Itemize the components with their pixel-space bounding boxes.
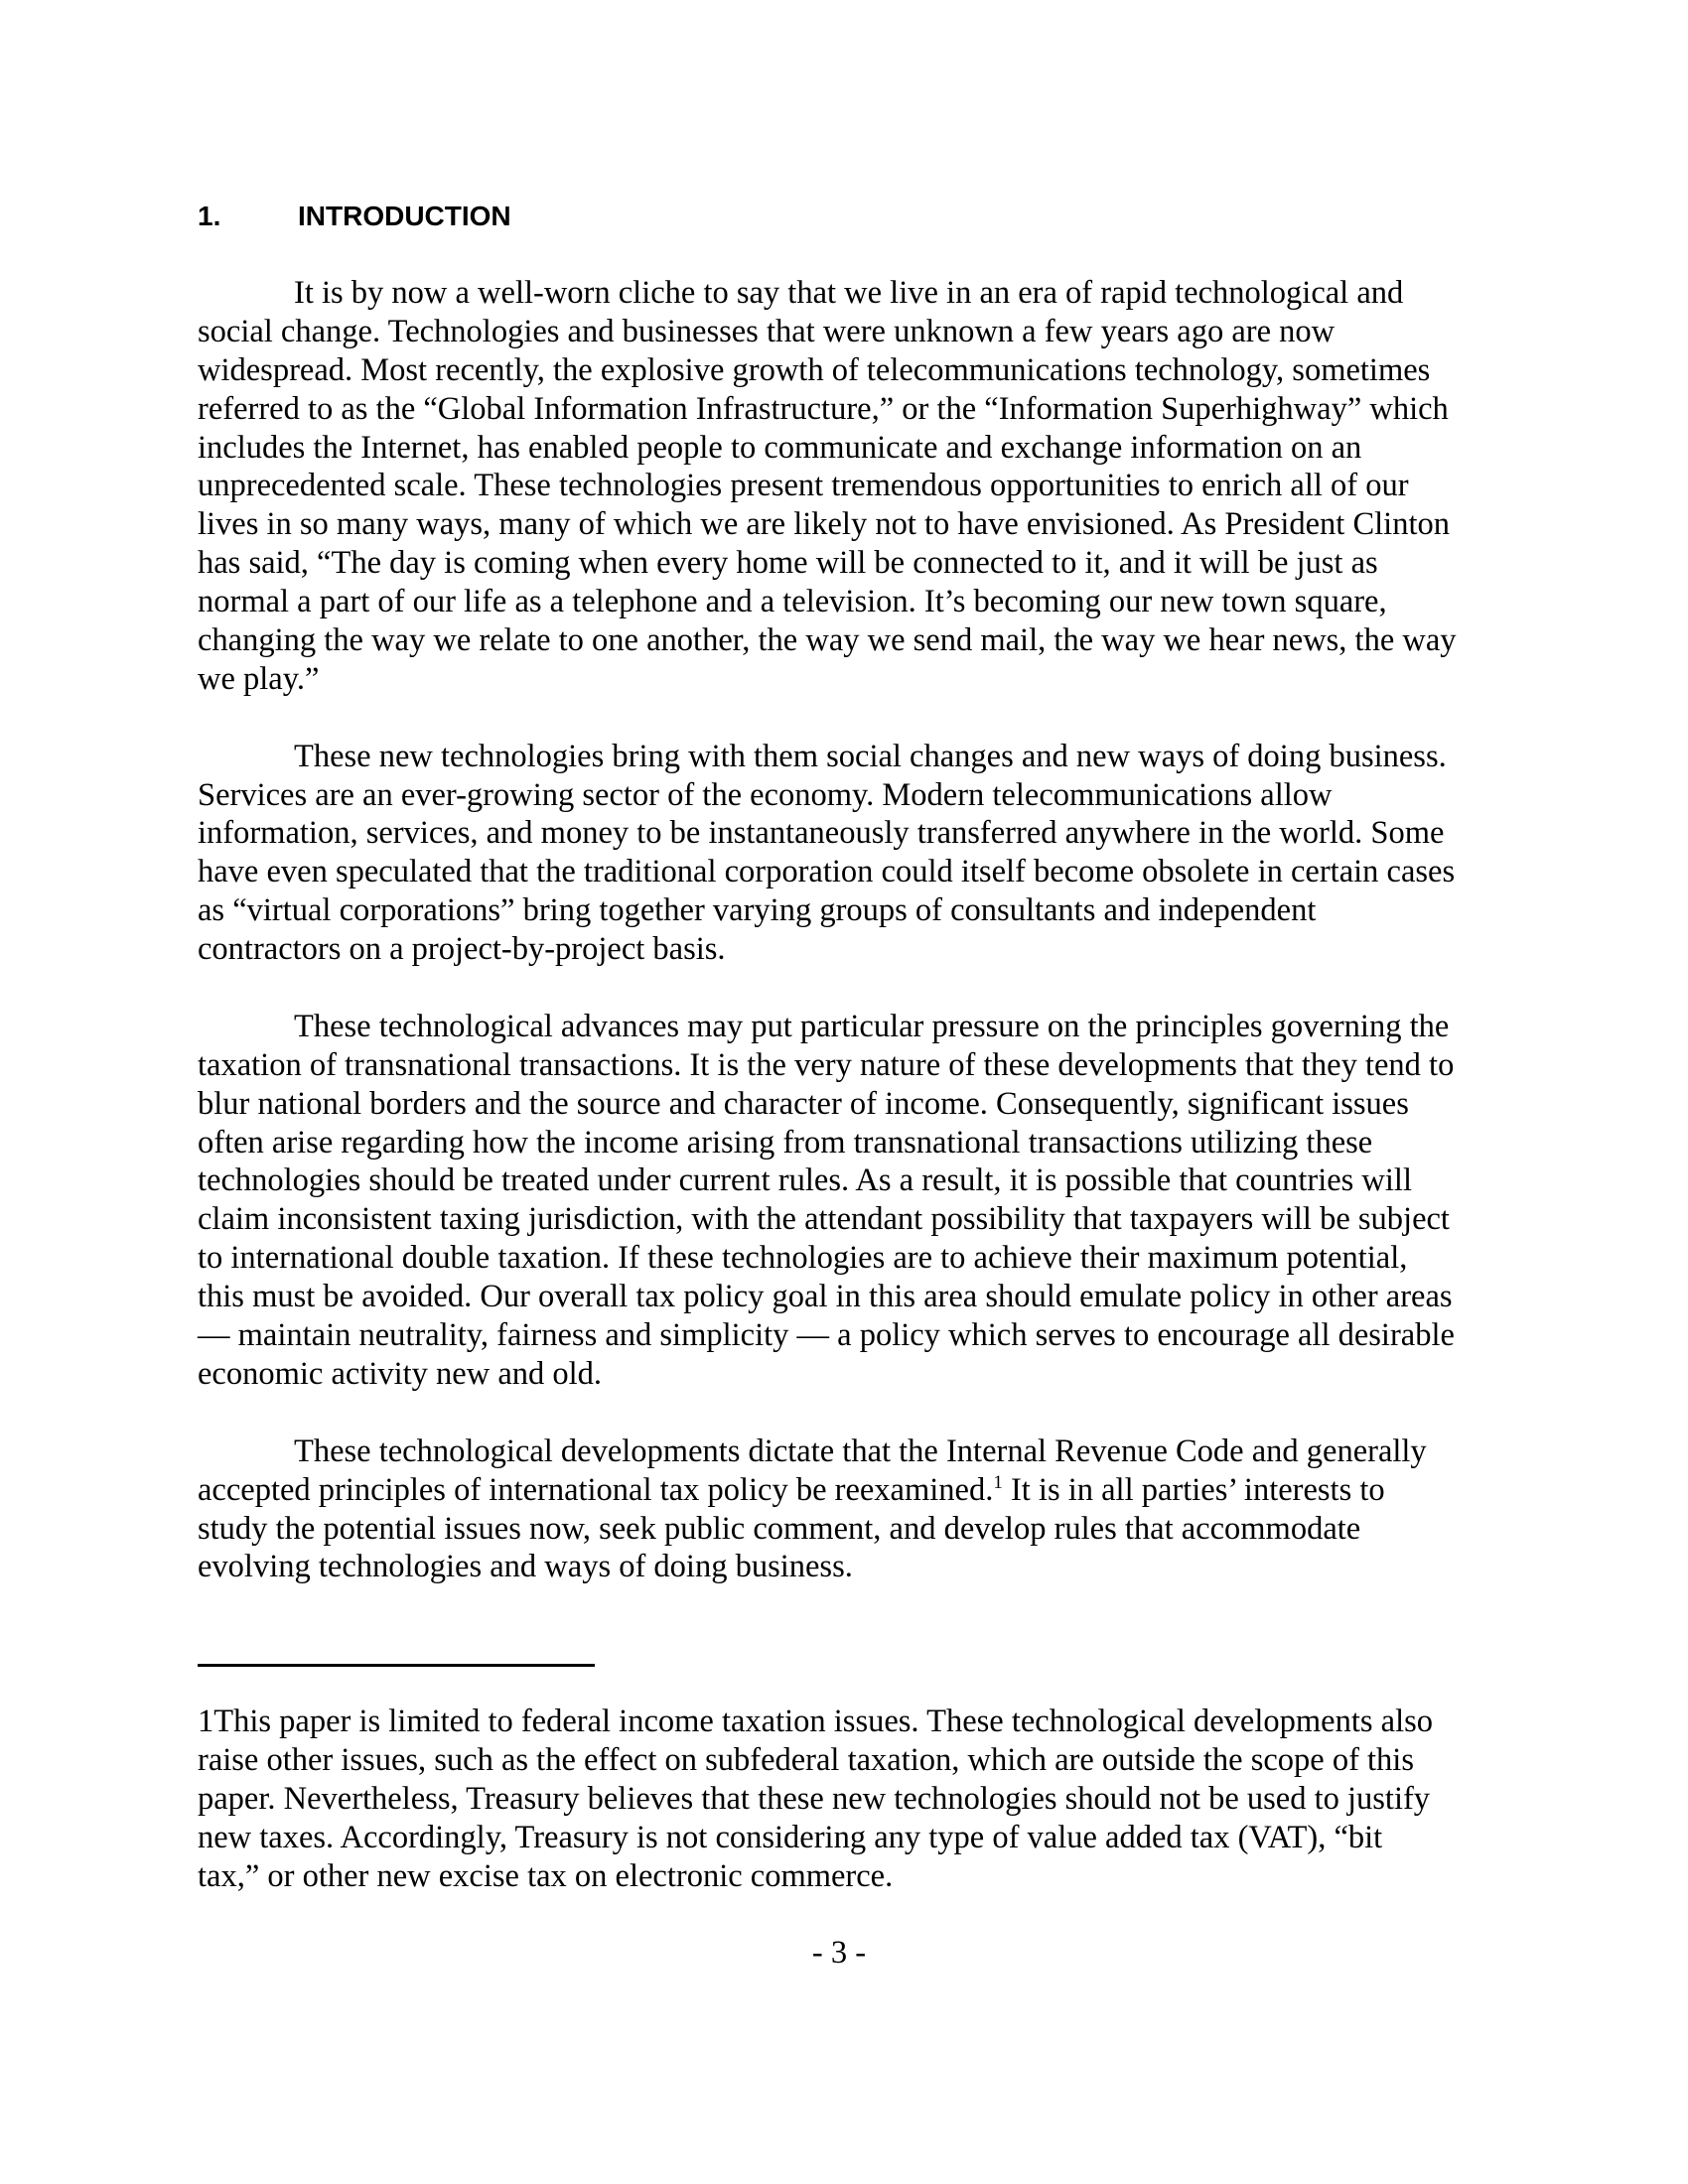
footnote-reference[interactable]: 1 [993, 1471, 1003, 1493]
footnote-line: tax,” or other new excise tax on electronic commerce. [198, 1857, 894, 1894]
footnote-separator [198, 1664, 595, 1667]
text-line: social change. Technologies and businesses that were unknown a few years ago are now [198, 313, 1336, 349]
text-line: includes the Internet, has enabled people to communicate and exchange information on an [198, 429, 1362, 466]
footnote-line: new taxes. Accordingly, Treasury is not considering any type of value added tax (VAT), “bit [198, 1819, 1383, 1855]
section-number: 1. [198, 201, 221, 231]
paragraph-3 [198, 1008, 1498, 1394]
paragraph-1 [198, 274, 1498, 699]
text-line: study the potential issues now, seek public comment, and develop rules that accommodate [198, 1510, 1361, 1547]
text-span: It is in all parties’ interests to [1002, 1471, 1385, 1508]
text-line: normal a part of our life as a telephone and a television. It’s becoming our new town square, [198, 584, 1387, 620]
text-line: unprecedented scale. These technologies present tremendous opportunities to enrich all of our [198, 468, 1409, 504]
footnote-line: 1This paper is limited to federal income taxation issues. These technological developments also [198, 1704, 1433, 1739]
body-text [198, 274, 1498, 1586]
text-line: claim inconsistent taxing jurisdiction, with the attendant possibility that taxpayers will be subject [198, 1201, 1450, 1238]
text-line: It is by now a well-worn cliche to say that we live in an era of rapid technological and [294, 275, 1404, 311]
text-line: lives in so many ways, many of which we are likely not to have envisioned. As President Clinton [198, 506, 1450, 543]
text-line: technologies should be treated under current rules. As a result, it is possible that countries will [198, 1162, 1412, 1199]
text-line: as “virtual corporations” bring together varying groups of consultants and independent [198, 892, 1317, 929]
text-line: Services are an ever-growing sector of the economy. Modern telecommunications allow [198, 776, 1333, 813]
text-line: this must be avoided. Our overall tax policy goal in this area should emulate policy in other areas [198, 1279, 1453, 1315]
text-line: often arise regarding how the income arising from transnational transactions utilizing these [198, 1124, 1373, 1160]
footnote-line: paper. Nevertheless, Treasury believes that these new technologies should not be used to justify [198, 1780, 1431, 1817]
text-line: contractors on a project-by-project basis. [198, 931, 726, 968]
text-line: These technological developments dictate that the Internal Revenue Code and generally [294, 1433, 1427, 1469]
text-line: have even speculated that the traditional corporation could itself become obsolete in certain cases [198, 854, 1456, 890]
text-line: we play.” [198, 660, 320, 697]
text-line: changing the way we relate to one another, the way we send mail, the way we hear news, the way [198, 622, 1457, 659]
text-line: has said, “The day is coming when every home will be connected to it, and it will be just as [198, 545, 1378, 582]
text-line: widespread. Most recently, the explosive growth of telecommunications technology, sometimes [198, 351, 1431, 388]
text-line: evolving technologies and ways of doing business. [198, 1549, 853, 1585]
text-line: These technological advances may put particular pressure on the principles governing the [294, 1008, 1450, 1044]
text-line [198, 1471, 1498, 1510]
text-line: referred to as the “Global Information Infrastructure,” or the “Information Superhighway” which [198, 390, 1449, 427]
text-line: economic activity new and old. [198, 1355, 603, 1392]
text-span: accepted principles of international tax policy be reexamined. [198, 1471, 994, 1508]
text-line: blur national borders and the source and character of income. Consequently, significant issues [198, 1085, 1409, 1122]
footnote-line: raise other issues, such as the effect on subfederal taxation, which are outside the scope of this [198, 1741, 1414, 1778]
paragraph-2 [198, 738, 1498, 969]
text-line: information, services, and money to be instantaneously transferred anywhere in the world. Some [198, 815, 1445, 852]
paragraph-4 [198, 1433, 1498, 1587]
text-line: to international double taxation. If these technologies are to achieve their maximum potential, [198, 1240, 1408, 1277]
text-line: taxation of transnational transactions. It is the very nature of these developments that they tend to [198, 1046, 1455, 1083]
page-number: - 3 - [811, 1935, 867, 1971]
section-title: INTRODUCTION [298, 201, 511, 231]
footnote-1 [198, 1703, 1498, 1895]
text-line: — maintain neutrality, fairness and simplicity — a policy which serves to encourage all desirable [198, 1317, 1455, 1354]
text-line: These new technologies bring with them social changes and new ways of doing business. [294, 738, 1447, 774]
